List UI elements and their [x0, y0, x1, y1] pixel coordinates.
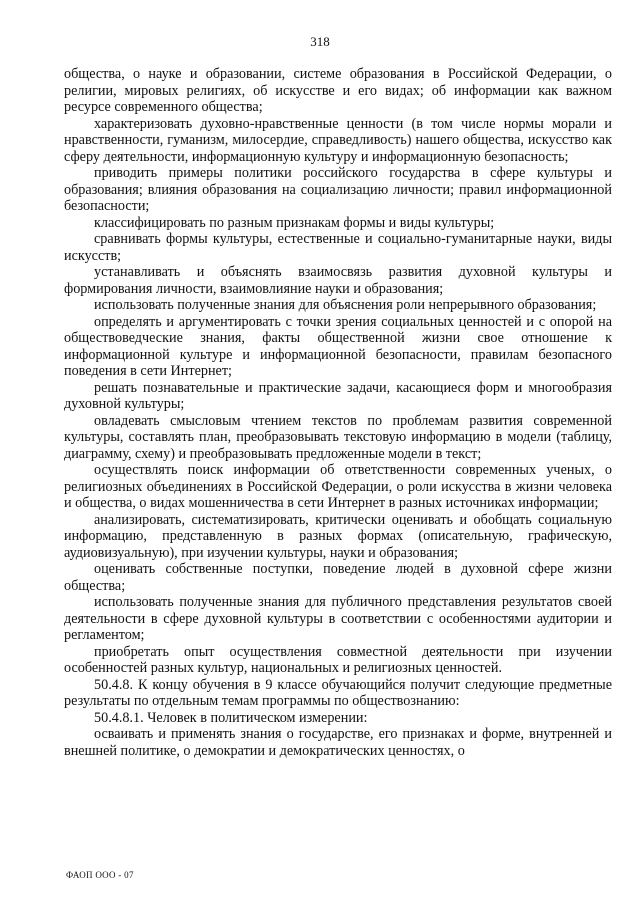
paragraph: общества, о науке и образовании, системе образования в Российской Федерации, о религии, мировых религиях, об искусстве и его видах; об информации как важном ресурсе современного общества;: [64, 66, 612, 115]
page-number: 318: [310, 34, 330, 49]
paragraph: использовать полученные знания для объяснения роли непрерывного образования;: [94, 297, 597, 313]
section-heading-paragraph: 50.4.8. К концу обучения в 9 классе обучающийся получит следующие предметные результаты по отдельным темам программы по обществознанию:: [64, 676, 612, 709]
paragraph: оценивать собственные поступки, поведение людей в духовной сфере жизни общества;: [64, 561, 612, 594]
subsection-heading: 50.4.8.1. Человек в политическом измерении:: [94, 709, 368, 726]
paragraph: использовать полученные знания для публичного представления результатов своей деятельности в сфере духовной культуры в соответствии с особенностями аудитории и регламентом;: [64, 594, 612, 643]
paragraph: устанавливать и объяснять взаимосвязь развития духовной культуры и формирования личности, взаимовлияние науки и образования;: [64, 264, 612, 297]
paragraph: овладевать смысловым чтением текстов по проблемам развития современной культуры, составлять план, преобразовывать текстовую информацию в модели (таблицу, диаграмму, схему) и преобразовывать предложенные модели в текст;: [64, 412, 612, 462]
paragraph: анализировать, систематизировать, критически оценивать и обобщать социальную информацию, представленную в разных формах (описательную, графическую, аудиовизуальную), при изучении культуры, науки и образования;: [64, 511, 612, 561]
footer-code: ФАОП ООО - 07: [66, 870, 134, 880]
paragraph: осуществлять поиск информации об ответственности современных ученых, о религиозных объединениях в Российской Федерации, о роли искусства в жизни человека и общества, о видах мошенничества в сети Интернет в разных источниках информации;: [64, 462, 612, 511]
paragraph: классифицировать по разным признакам формы и виды культуры;: [94, 214, 495, 231]
paragraph: сравнивать формы культуры, естественные и социально-гуманитарные науки, виды искусств;: [64, 231, 612, 264]
document-body: [64, 66, 612, 759]
paragraph: приводить примеры политики российского государства в сфере культуры и образования; влияния образования на социализацию личности; правил информационной безопасности;: [64, 165, 612, 214]
paragraph: осваивать и применять знания о государстве, его признаках и форме, внутренней и внешней политике, о демократии и демократических ценностях, о: [64, 726, 612, 759]
paragraph: характеризовать духовно-нравственные ценности (в том числе нормы морали и нравственности, гуманизм, милосердие, справедливость) нашего общества, искусство как сферу деятельности, информационную культуру и информационную безопасность;: [64, 115, 612, 165]
paragraph: решать познавательные и практические задачи, касающиеся форм и многообразия духовной культуры;: [64, 379, 612, 412]
paragraph: определять и аргументировать с точки зрения социальных ценностей и с опорой на обществоведческие знания, факты общественной жизни свое отношение к информационной культуре и информационной безопасности, правилам безопасного поведения в сети Интернет;: [64, 313, 612, 379]
paragraph: приобретать опыт осуществления совместной деятельности при изучении особенностей разных культур, национальных и религиозных ценностей.: [64, 643, 612, 676]
